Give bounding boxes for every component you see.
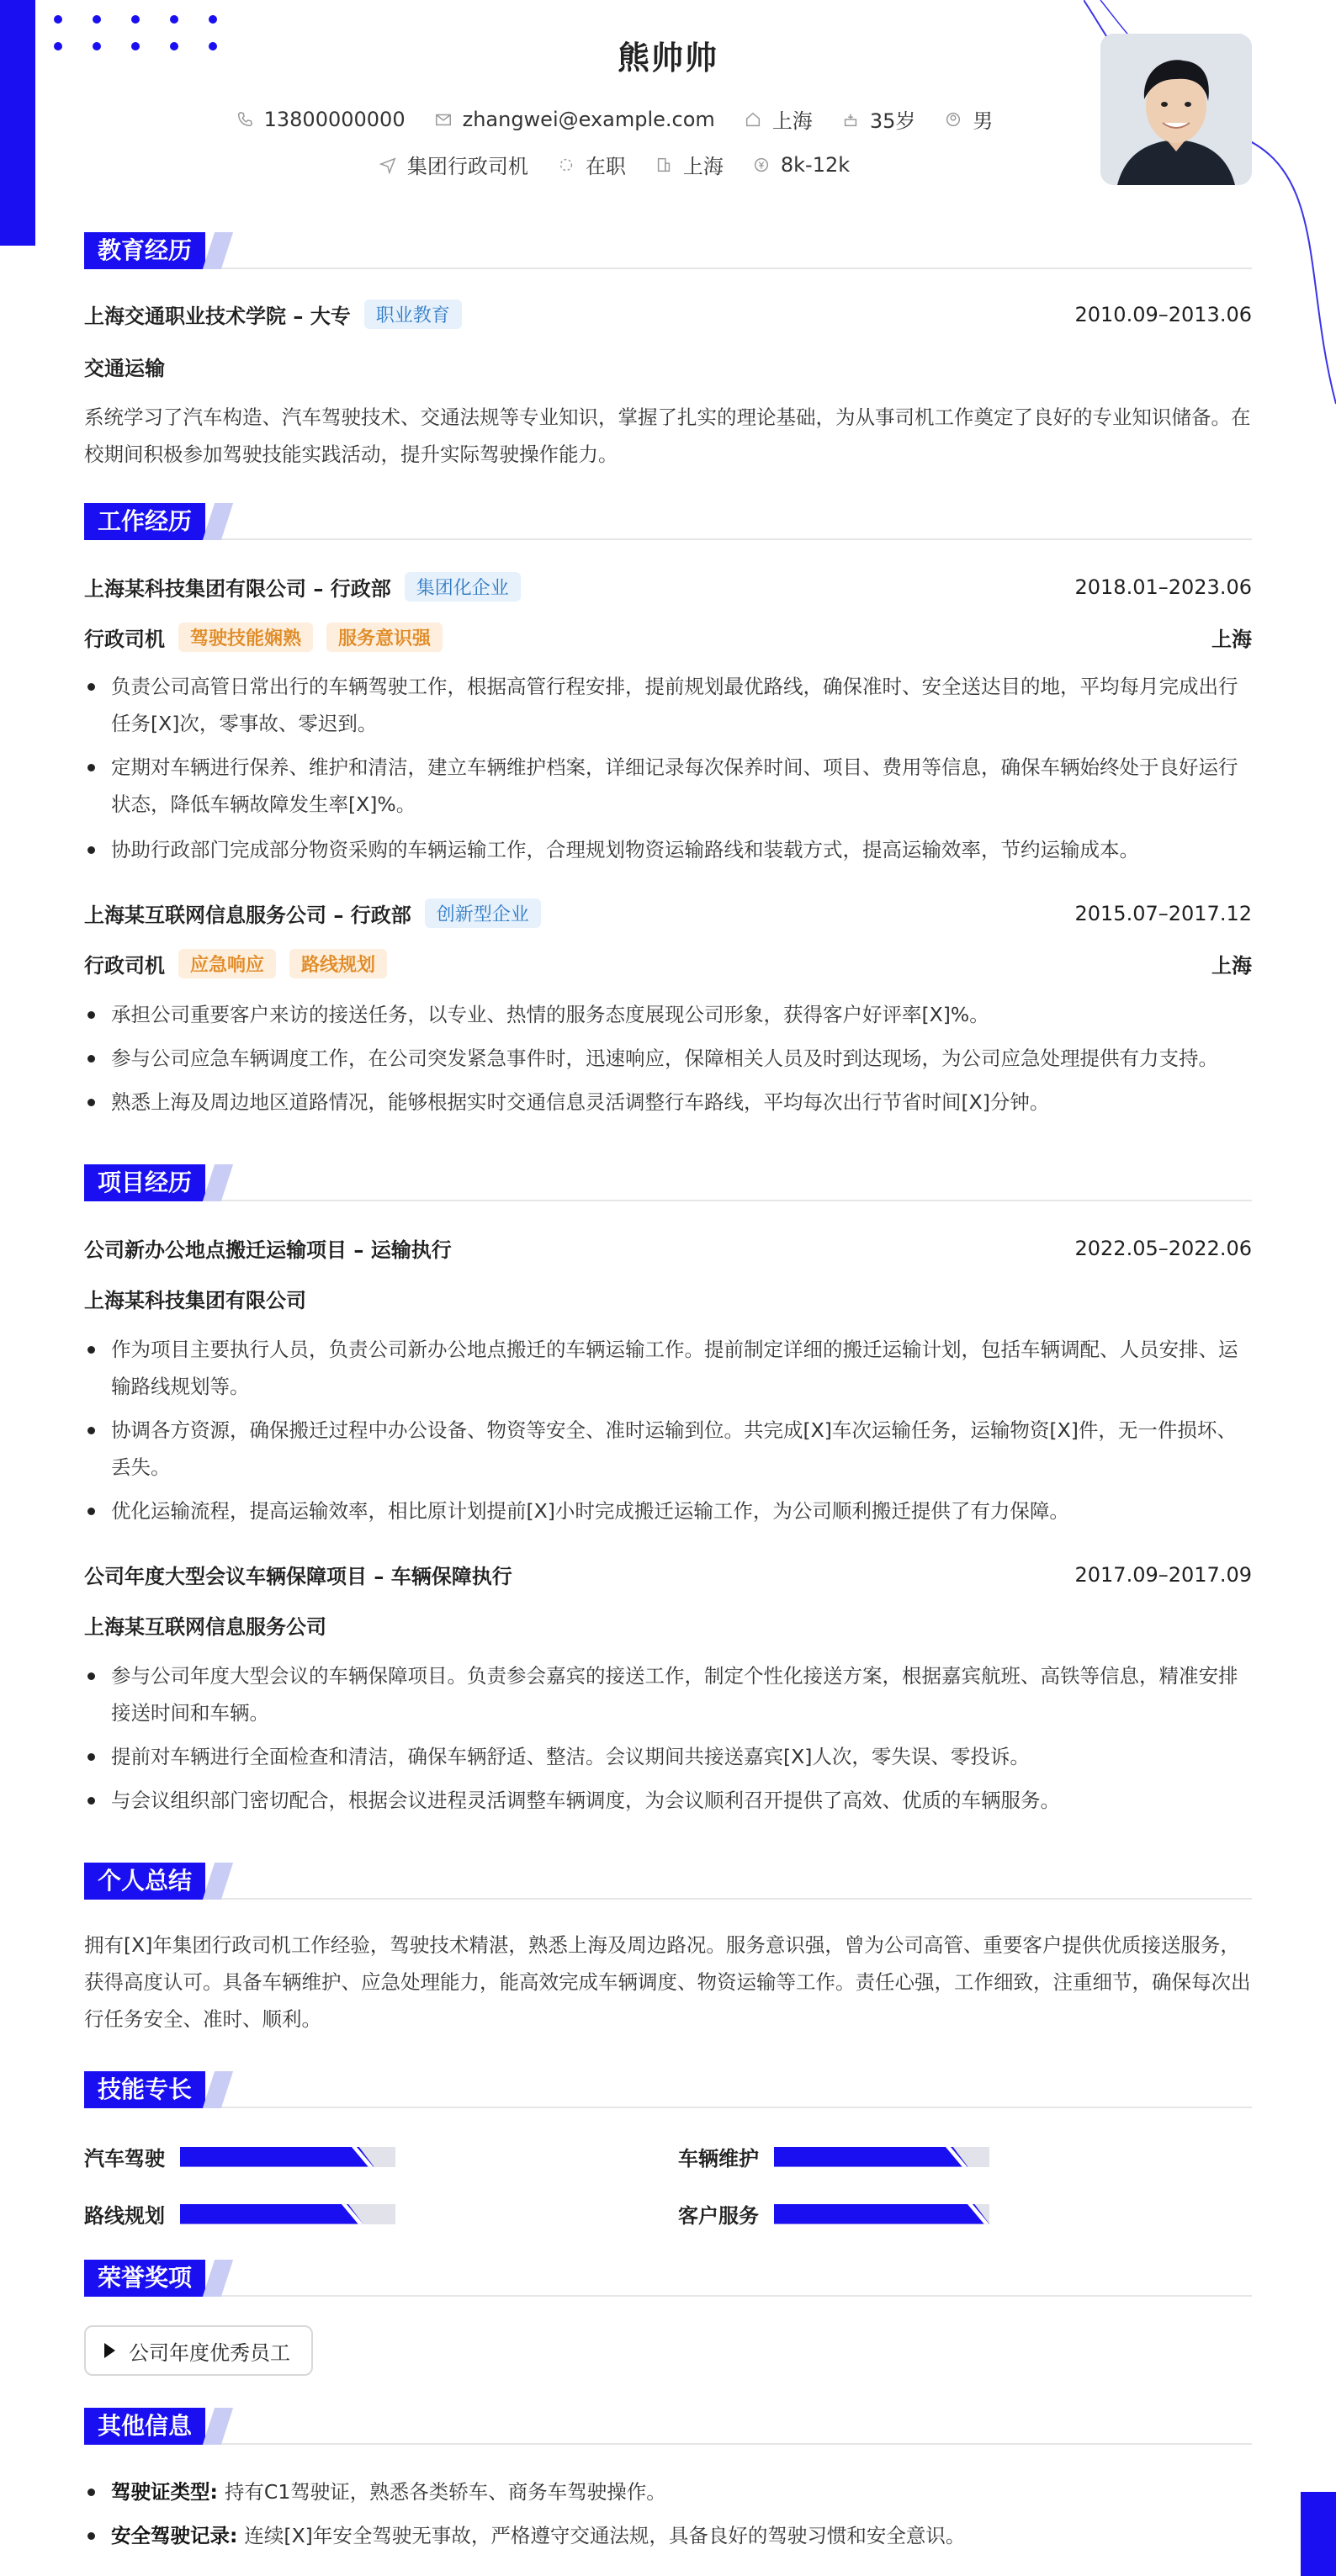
- age-text: 35岁: [869, 109, 916, 133]
- skill-item: [84, 2142, 395, 2171]
- phone-text: 13800000000: [263, 107, 406, 131]
- coin-icon: [752, 156, 771, 174]
- candidate-name: 熊帅帅: [617, 40, 718, 77]
- summary-text: 拥有[X]年集团行政司机工作经验，驾驶技术精湛，熟悉上海及周边路况。服务意识强，曾为公司高管、重要客户提供优质接送服务，获得高度认可。具备车辆维护、应急处理能力，能高效完成车辆调度、物资运输等工作。责任心强，工作细致，注重细节，确保每次出行任务安全、准时、顺利。: [84, 1933, 1251, 2031]
- skill-tag: 服务意识强: [326, 623, 443, 652]
- send-icon: [379, 156, 397, 174]
- skill-bar-fill: [774, 2147, 968, 2167]
- work-bullet: 参与公司应急车辆调度工作，在公司突发紧急事件时，迅速响应，保障相关人员及时到达现场，为公司应急处理提供有力支持。: [84, 1040, 1252, 1077]
- role-title: 行政司机: [84, 954, 165, 978]
- job-intent-row: [0, 150, 1228, 179]
- section-skills: [84, 2071, 1252, 2108]
- company-name: 上海某科技集团有限公司 – 行政部: [84, 577, 391, 601]
- education-header: [84, 299, 1252, 329]
- project-org: 上海某互联网信息服务公司: [84, 1615, 326, 1639]
- target-city-item: [655, 150, 724, 179]
- age-item: [841, 104, 916, 134]
- work-bullet: 协助行政部门完成部分物资采购的车辆运输工作，合理规划物资运输路线和装载方式，提高运输效率，节约运输成本。: [84, 831, 1252, 868]
- other-text: 持有C1驾驶证，熟悉各类轿车、商务车驾驶操作。: [224, 2480, 666, 2504]
- play-icon: [104, 2343, 115, 2358]
- contact-row: [0, 104, 1228, 134]
- award-item: [84, 2325, 313, 2376]
- work-date: 2018.01–2023.06: [1074, 575, 1252, 599]
- other-item: [84, 2517, 1252, 2554]
- project-org: 上海某科技集团有限公司: [84, 1289, 306, 1312]
- other-text: 连续[X]年安全驾驶无事故，严格遵守交通法规，具备良好的驾驶习惯和安全意识。: [244, 2524, 966, 2547]
- work-bullet: 熟悉上海及周边地区道路情况，能够根据实时交通信息灵活调整行车路线，平均每次出行节省时间[X]分钟。: [84, 1084, 1252, 1121]
- skill-name: 客户服务: [678, 2204, 759, 2228]
- work-location: 上海: [1211, 628, 1252, 651]
- section-awards: [84, 2260, 1252, 2297]
- work-header: [84, 898, 1252, 928]
- skill-item: [678, 2142, 989, 2171]
- project-bullet: 协调各方资源，确保搬迁过程中办公设备、物资等安全、准时运输到位。共完成[X]车次运输任务，运输物资[X]件，无一件损坏、丢失。: [84, 1412, 1252, 1486]
- project-bullet: 参与公司年度大型会议的车辆保障项目。负责参会嘉宾的接送工作，制定个性化接送方案，根据嘉宾航班、高铁等信息，精准安排接送时间和车辆。: [84, 1657, 1252, 1731]
- skill-bar: [180, 2147, 395, 2167]
- skill-bar-fill: [180, 2147, 374, 2167]
- section-title: 教育经历: [84, 232, 205, 269]
- salary-text: 8k-12k: [780, 152, 851, 177]
- project-org-row: [84, 1610, 1252, 1640]
- section-title: 其他信息: [84, 2408, 205, 2445]
- project-date: 2022.05–2022.06: [1074, 1236, 1252, 1260]
- education-desc: 系统学习了汽车构造、汽车驾驶技术、交通法规等专业知识，掌握了扎实的理论基础，为从事司机工作奠定了良好的专业知识储备。在校期间积极参加驾驶技能实践活动，提升实际驾驶操作能力。: [84, 405, 1251, 466]
- work-bullet: 负责公司高管日常出行的车辆驾驶工作，根据高管行程安排，提前规划最优路线，确保准时、安全送达目的地，平均每月完成出行任务[X]次，零事故、零迟到。: [84, 668, 1252, 742]
- project-bullet: 提前对车辆进行全面检查和清洁，确保车辆舒适、整洁。会议期间共接送嘉宾[X]人次，零失误、零投诉。: [84, 1738, 1252, 1775]
- project-header: [84, 1560, 1252, 1589]
- major-row: [84, 352, 1252, 381]
- section-other: [84, 2408, 1252, 2445]
- phone-icon: [236, 110, 254, 129]
- project-title: 公司年度大型会议车辆保障项目 – 车辆保障执行: [84, 1565, 512, 1588]
- school-name: 上海交通职业技术学院 – 大专: [84, 305, 351, 328]
- role-title: 行政司机: [84, 628, 165, 651]
- skill-bar: [774, 2204, 989, 2224]
- award-name: 公司年度优秀员工: [129, 2340, 290, 2365]
- loading-icon: [557, 156, 575, 174]
- education-date: 2010.09–2013.06: [1074, 302, 1252, 326]
- status-text: 在职: [585, 155, 626, 178]
- major: 交通运输: [84, 357, 165, 380]
- section-title: 个人总结: [84, 1863, 205, 1900]
- section-title: 荣誉奖项: [84, 2260, 205, 2297]
- portrait-image: [1100, 34, 1252, 185]
- education-tag: 职业教育: [364, 299, 462, 329]
- section-title: 项目经历: [84, 1164, 205, 1201]
- work-bullet: 承担公司重要客户来访的接送任务，以专业、热情的服务态度展现公司形象，获得客户好评率[X]%。: [84, 996, 1252, 1033]
- role-row: [84, 623, 1252, 652]
- other-label: 安全驾驶记录:: [111, 2524, 238, 2547]
- section-education: [84, 232, 1252, 269]
- section-work: [84, 503, 1252, 540]
- skill-name: 路线规划: [84, 2204, 165, 2228]
- section-title: 技能专长: [84, 2071, 205, 2108]
- other-label: 驾驶证类型:: [111, 2480, 218, 2504]
- company-tag: 集团化企业: [405, 572, 521, 602]
- skill-bar: [180, 2204, 395, 2224]
- project-date: 2017.09–2017.09: [1074, 1562, 1252, 1587]
- target-city-text: 上海: [682, 155, 724, 178]
- work-date: 2015.07–2017.12: [1074, 901, 1252, 925]
- email-text: zhangwei@example.com: [462, 107, 715, 131]
- project-title: 公司新办公地点搬迁运输项目 – 运输执行: [84, 1238, 452, 1262]
- company-name: 上海某互联网信息服务公司 – 行政部: [84, 904, 411, 927]
- role-row: [84, 949, 1252, 978]
- target-job-item: [379, 150, 528, 179]
- company-tag: 创新型企业: [425, 898, 541, 928]
- work-bullet: 定期对车辆进行保养、维护和清洁，建立车辆维护档案，详细记录每次保养时间、项目、费用等信息，确保车辆始终处于良好运行状态，降低车辆故障发生率[X]%。: [84, 749, 1252, 823]
- skill-bar-fill: [774, 2204, 989, 2224]
- mail-icon: [434, 110, 453, 129]
- project-header: [84, 1233, 1252, 1263]
- other-item: [84, 2473, 1252, 2510]
- city-text: 上海: [771, 109, 813, 133]
- corner-accent-bar: [1301, 2492, 1336, 2576]
- status-item: [557, 150, 626, 179]
- person-icon: [944, 110, 962, 129]
- project-bullet: 与会议组织部门密切配合，根据会议进程灵活调整车辆调度，为会议顺利召开提供了高效、优质的车辆服务。: [84, 1782, 1252, 1819]
- cake-icon: [841, 110, 860, 129]
- skill-tag: 路线规划: [289, 949, 387, 978]
- project-org-row: [84, 1284, 1252, 1313]
- home-icon: [744, 110, 762, 129]
- project-bullet: 作为项目主要执行人员，负责公司新办公地点搬迁的车辆运输工作。提前制定详细的搬迁运输计划，包括车辆调配、人员安排、运输路线规划等。: [84, 1331, 1252, 1405]
- gender-text: 男: [973, 109, 994, 133]
- work-location: 上海: [1211, 954, 1252, 978]
- skill-bar: [774, 2147, 989, 2167]
- building-icon: [655, 156, 673, 174]
- skill-item: [678, 2199, 989, 2229]
- skill-item: [84, 2199, 395, 2229]
- section-projects: [84, 1164, 1252, 1201]
- section-summary: [84, 1863, 1252, 1900]
- work-header: [84, 572, 1252, 602]
- email-item: [434, 108, 715, 131]
- gender-item: [944, 104, 993, 134]
- avatar: [1100, 34, 1252, 185]
- skill-name: 车辆维护: [678, 2147, 759, 2171]
- skill-name: 汽车驾驶: [84, 2147, 165, 2171]
- section-title: 工作经历: [84, 503, 205, 540]
- skill-tag: 应急响应: [178, 949, 276, 978]
- skill-bar-fill: [180, 2204, 363, 2224]
- city-item: [744, 104, 813, 134]
- phone-item: [236, 108, 406, 131]
- salary-item: [752, 153, 850, 177]
- project-bullet: 优化运输流程，提高运输效率，相比原计划提前[X]小时完成搬迁运输工作，为公司顺利搬迁提供了有力保障。: [84, 1492, 1252, 1529]
- target-job-text: 集团行政司机: [406, 155, 528, 178]
- skill-tag: 驾驶技能娴熟: [178, 623, 313, 652]
